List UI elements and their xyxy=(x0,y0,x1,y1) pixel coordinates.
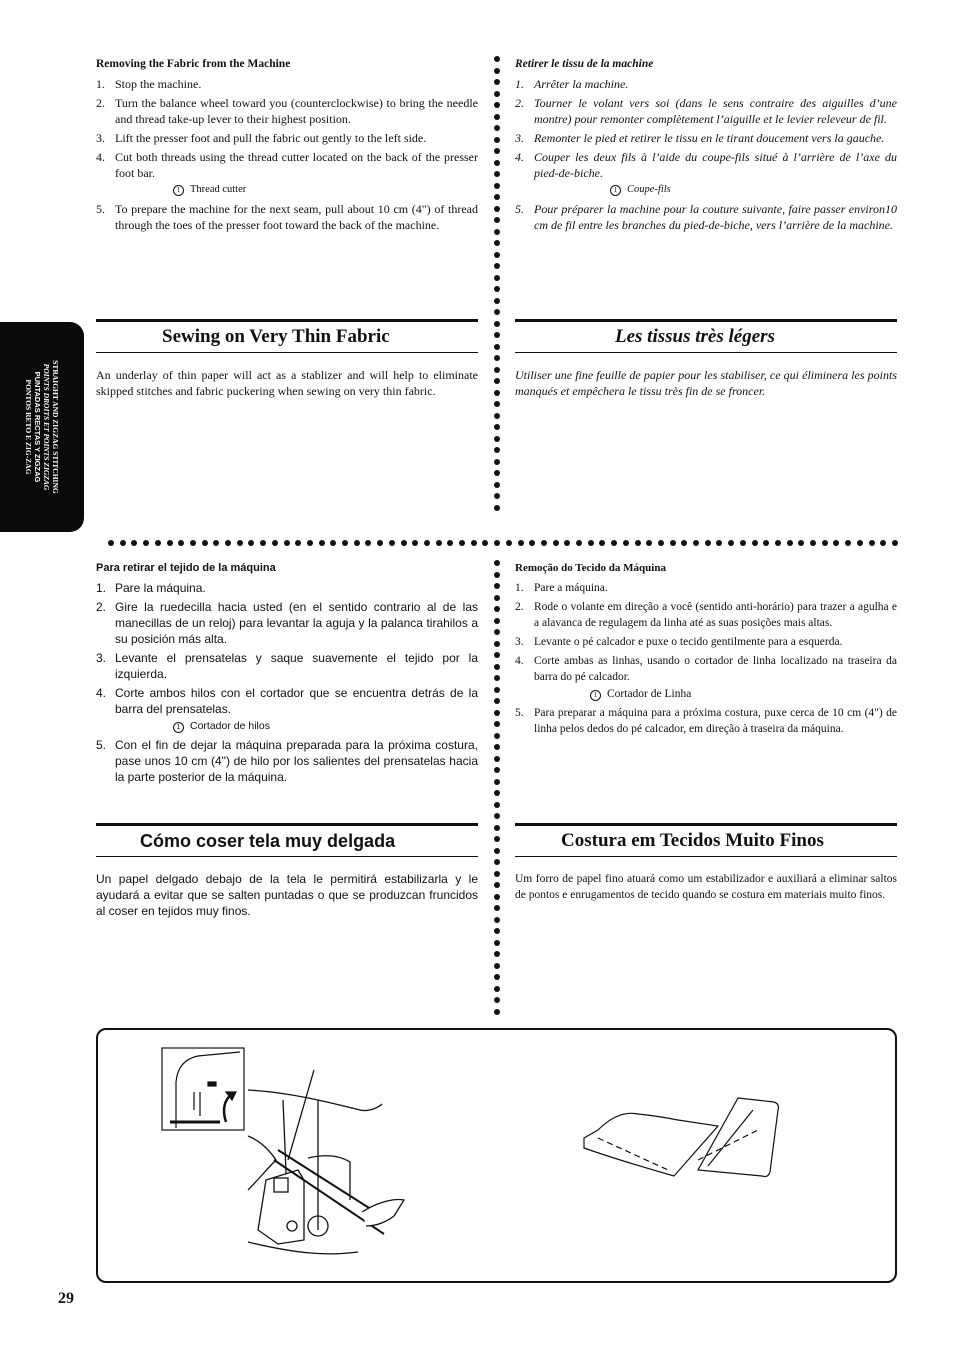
dot xyxy=(412,540,418,546)
dot xyxy=(494,744,500,750)
french-note: 1 Coupe-fils xyxy=(610,182,897,198)
dot xyxy=(248,540,254,546)
dot xyxy=(494,894,500,900)
dot xyxy=(716,540,722,546)
dot xyxy=(178,540,184,546)
list-item: 3. Remonter le pied et retirer le tissu en le tirant doucement vers la gauche. xyxy=(515,131,885,145)
dot xyxy=(775,540,781,546)
english-thin-text: An underlay of thin paper will act as a stablizer and will help to eliminate skipped stitches and fabric puckering when sewing on very thin fabric. xyxy=(96,368,478,398)
french-thin-title: Les tissus très légers xyxy=(615,326,775,347)
machine-inset-icon xyxy=(162,1048,244,1130)
page-number: 29 xyxy=(58,1290,74,1307)
dot xyxy=(494,560,500,566)
dot xyxy=(599,540,605,546)
french-steps xyxy=(515,76,897,233)
list-item: 4. Corte ambas as linhas, usando o cortador de linha localizado na traseira da barra do pé calcador. 1 Cortador de Linha xyxy=(515,655,897,700)
dot xyxy=(494,721,500,727)
list-item: 5. To prepare the machine for the next seam, pull about 10 cm (4") of thread through the toes of the presser foot toward the back of the machine. xyxy=(96,202,478,232)
dot xyxy=(494,917,500,923)
list-item: 3. Levante el prensatelas y saque suavemente el tejido por la izquierda. xyxy=(96,651,478,681)
dot xyxy=(494,321,500,327)
dot xyxy=(494,675,500,681)
list-item: 1. Arrêter la machine. xyxy=(515,77,629,91)
list-item: 5. Con el fin de dejar la máquina preparada para la próxima costura, pase unos 10 cm (4") de hilo por los salientes del prensatelas hacia la parte posterior de la máquina. xyxy=(96,738,478,784)
dot xyxy=(494,618,500,624)
dot xyxy=(272,540,278,546)
dot xyxy=(284,540,290,546)
dot xyxy=(494,436,500,442)
dot xyxy=(167,540,173,546)
dot xyxy=(424,540,430,546)
dot xyxy=(880,540,886,546)
dot xyxy=(576,540,582,546)
dot xyxy=(494,298,500,304)
dot xyxy=(494,813,500,819)
english-note: 1 Thread cutter xyxy=(173,182,478,198)
dot xyxy=(494,629,500,635)
list-item: 2. Gire la ruedecilla hacia usted (en el sentido contrario al de las manecillas de un reloj) para levantar la aguja y la palanca tirahilos a su posición más alta. xyxy=(96,600,478,646)
dot xyxy=(389,540,395,546)
list-item: 1. Stop the machine. xyxy=(96,77,202,91)
dot xyxy=(494,733,500,739)
side-tab-line-pt: PONTOS RETO E ZIG-ZAG xyxy=(24,379,33,475)
dot xyxy=(494,951,500,957)
dot xyxy=(494,1009,500,1015)
dot xyxy=(670,540,676,546)
dot xyxy=(319,540,325,546)
dot xyxy=(494,344,500,350)
dot xyxy=(506,540,512,546)
dot xyxy=(494,859,500,865)
spanish-thin-header xyxy=(96,823,478,857)
circled-number-icon: 1 xyxy=(610,185,621,196)
dot xyxy=(494,183,500,189)
dot xyxy=(494,687,500,693)
dot xyxy=(494,79,500,85)
dot xyxy=(342,540,348,546)
dot xyxy=(108,540,114,546)
dot xyxy=(494,767,500,773)
dot xyxy=(190,540,196,546)
dot xyxy=(494,583,500,589)
spanish-remove-section xyxy=(96,560,478,788)
dot xyxy=(494,275,500,281)
dot xyxy=(225,540,231,546)
dot xyxy=(494,505,500,511)
dot xyxy=(459,540,465,546)
list-item: 2. Turn the balance wheel toward you (counterclockwise) to bring the needle and thread take-up lever to their highest position. xyxy=(96,96,478,126)
dot xyxy=(494,928,500,934)
dot xyxy=(494,367,500,373)
dot xyxy=(787,540,793,546)
dot xyxy=(635,540,641,546)
dot xyxy=(494,240,500,246)
dot xyxy=(494,194,500,200)
presser-foot-icon xyxy=(248,1070,404,1254)
dot xyxy=(494,802,500,808)
dot xyxy=(494,263,500,269)
french-remove-title: Retirer le tissu de la machine xyxy=(515,58,654,70)
dot xyxy=(529,540,535,546)
vertical-dotted-divider-top xyxy=(493,56,501,516)
dot xyxy=(494,848,500,854)
dot xyxy=(494,378,500,384)
dot xyxy=(494,424,500,430)
vertical-dotted-divider-bottom xyxy=(493,560,501,1020)
dot xyxy=(892,540,898,546)
dot xyxy=(494,606,500,612)
french-remove-section xyxy=(515,56,897,236)
english-remove-section xyxy=(96,56,478,236)
list-item: 2. Rode o volante em direção a você (sentido anti-horário) para trazer a agulha e a alavanca de regulagem da linha até as suas posições mais altas. xyxy=(515,601,897,629)
side-tab-line-es: PUNTADAS RECTAS Y ZIGZAG xyxy=(33,371,42,483)
list-item: 1. Pare la máquina. xyxy=(96,581,206,595)
circled-number-icon: 1 xyxy=(590,690,601,701)
dot xyxy=(494,825,500,831)
dot xyxy=(611,540,617,546)
english-thin-title: Sewing on Very Thin Fabric xyxy=(162,326,390,347)
english-steps xyxy=(96,76,478,233)
dot xyxy=(307,540,313,546)
dot xyxy=(494,286,500,292)
dot xyxy=(494,790,500,796)
english-thin-header xyxy=(96,319,478,353)
dot xyxy=(494,997,500,1003)
dot xyxy=(143,540,149,546)
dot xyxy=(494,68,500,74)
dot xyxy=(494,652,500,658)
french-thin-header xyxy=(515,319,897,353)
dot xyxy=(237,540,243,546)
dot xyxy=(740,540,746,546)
list-item: 4. Corte ambos hilos con el cortador que se encuentra detrás de la barra del prensatelas. 1 Cortador de hilos xyxy=(96,686,478,732)
dot xyxy=(646,540,652,546)
dot xyxy=(494,160,500,166)
side-tab-line-fr: POINTS DROITS ET POINTS ZIGZAG xyxy=(42,363,51,491)
side-tab-text xyxy=(24,327,60,527)
spanish-note: 1 Cortador de hilos xyxy=(173,718,478,734)
dot xyxy=(494,540,500,546)
dot xyxy=(494,641,500,647)
dot xyxy=(705,540,711,546)
dot xyxy=(494,355,500,361)
dot xyxy=(494,447,500,453)
dot xyxy=(494,779,500,785)
dot xyxy=(401,540,407,546)
dot xyxy=(494,940,500,946)
circled-number-icon: 1 xyxy=(173,722,184,733)
dot xyxy=(798,540,804,546)
dot xyxy=(120,540,126,546)
list-item: 2. Tourner le volant vers soi (dans le sens contraire des aiguilles d’une montre) pour remonter complètement l’aiguille et le levier releveur de fil. xyxy=(515,96,897,126)
list-item: 3. Lift the presser foot and pull the fabric out gently to the left side. xyxy=(96,131,427,145)
list-item: 1. Pare a máquina. xyxy=(515,582,608,594)
dot xyxy=(494,390,500,396)
spanish-thin-text: Un papel delgado debajo de la tela le permitirá estabilizarla y le ayudará a evitar que se salten puntadas o que se produzcan fruncidos al coser en tejidos muy finos. xyxy=(96,872,478,918)
dot xyxy=(564,540,570,546)
english-remove-title: Removing the Fabric from the Machine xyxy=(96,58,291,70)
dot xyxy=(494,171,500,177)
dot xyxy=(494,572,500,578)
illustration-svg xyxy=(98,1030,895,1281)
dot xyxy=(763,540,769,546)
dot xyxy=(494,470,500,476)
side-tab-line-en: STRAIGHT AND ZIGZAG STITCHING xyxy=(51,360,60,494)
portuguese-thin-text: Um forro de papel fino atuará como um estabilizador e auxiliará a eliminar saltos de pontos e enrugamentos de tecido quando se costura em materiais muito finos. xyxy=(515,873,897,901)
dot xyxy=(588,540,594,546)
dot xyxy=(845,540,851,546)
dot xyxy=(260,540,266,546)
dot xyxy=(365,540,371,546)
spanish-steps xyxy=(96,580,478,785)
portuguese-thin-header xyxy=(515,823,897,857)
dot xyxy=(658,540,664,546)
dot xyxy=(494,836,500,842)
dot xyxy=(131,540,137,546)
portuguese-steps xyxy=(515,580,897,737)
dot xyxy=(494,963,500,969)
dot xyxy=(494,974,500,980)
dot xyxy=(553,540,559,546)
illustration-box xyxy=(96,1028,897,1283)
dot xyxy=(330,540,336,546)
dot xyxy=(494,882,500,888)
dot xyxy=(494,459,500,465)
dot xyxy=(494,664,500,670)
dot xyxy=(869,540,875,546)
dot xyxy=(213,540,219,546)
fabric-paper-icon xyxy=(584,1098,779,1177)
dot xyxy=(494,229,500,235)
dot xyxy=(494,91,500,97)
dot xyxy=(693,540,699,546)
dot xyxy=(202,540,208,546)
dot xyxy=(494,56,500,62)
dot xyxy=(494,413,500,419)
list-item: 4. Cut both threads using the thread cutter located on the back of the presser foot bar. 1 Thread cutter xyxy=(96,149,478,198)
horizontal-dotted-divider xyxy=(108,539,898,547)
dot xyxy=(482,540,488,546)
dot xyxy=(494,756,500,762)
dot xyxy=(494,148,500,154)
dot xyxy=(494,401,500,407)
dot xyxy=(857,540,863,546)
dot xyxy=(494,206,500,212)
list-item: 3. Levante o pé calcador e puxe o tecido gentilmente para a esquerda. xyxy=(515,636,843,648)
dot xyxy=(494,102,500,108)
dot xyxy=(518,540,524,546)
dot xyxy=(494,710,500,716)
dot xyxy=(822,540,828,546)
dot xyxy=(494,698,500,704)
dot xyxy=(623,540,629,546)
dot xyxy=(494,482,500,488)
dot xyxy=(377,540,383,546)
circled-number-icon: 1 xyxy=(173,185,184,196)
dot xyxy=(155,540,161,546)
dot xyxy=(494,871,500,877)
dot xyxy=(494,125,500,131)
list-item: 5. Pour préparer la machine pour la couture suivante, faire passer environ10 cm de fil entre les branches du pied-de-biche, vers l’arrière de la machine. xyxy=(515,202,897,232)
dot xyxy=(354,540,360,546)
dot xyxy=(436,540,442,546)
dot xyxy=(494,986,500,992)
dot xyxy=(752,540,758,546)
dot xyxy=(494,493,500,499)
list-item: 4. Couper les deux fils à l’aide du coupe-fils situé à l’arrière de l’axe du pied-de-biche. 1 Coupe-fils xyxy=(515,149,897,198)
list-item: 5. Para preparar a máquina para a próxima costura, puxe cerca de 10 cm (4") de linha pelos dedos do pé calcador, em direção à traseira da máquina. xyxy=(515,707,897,735)
spanish-thin-title: Cómo coser tela muy delgada xyxy=(140,831,396,851)
spanish-remove-title: Para retirar el tejido de la máquina xyxy=(96,562,276,574)
dot xyxy=(681,540,687,546)
dot xyxy=(541,540,547,546)
dot xyxy=(833,540,839,546)
portuguese-remove-section xyxy=(515,560,897,740)
dot xyxy=(494,114,500,120)
portuguese-note: 1 Cortador de Linha xyxy=(590,686,897,702)
dot xyxy=(494,332,500,338)
dot xyxy=(295,540,301,546)
dot xyxy=(471,540,477,546)
dot xyxy=(494,137,500,143)
portuguese-remove-title: Remoção do Tecido da Máquina xyxy=(515,562,666,574)
dot xyxy=(494,217,500,223)
dot xyxy=(494,252,500,258)
dot xyxy=(494,905,500,911)
dot xyxy=(810,540,816,546)
portuguese-thin-title: Costura em Tecidos Muito Finos xyxy=(561,830,824,851)
section-side-tab xyxy=(0,322,84,532)
dot xyxy=(447,540,453,546)
dot xyxy=(728,540,734,546)
dot xyxy=(494,595,500,601)
french-thin-text: Utiliser une fine feuille de papier pour les stabiliser, ce qui éliminera les points manqués et empêchera le tissu très fin de se froncer. xyxy=(515,368,897,398)
dot xyxy=(494,309,500,315)
